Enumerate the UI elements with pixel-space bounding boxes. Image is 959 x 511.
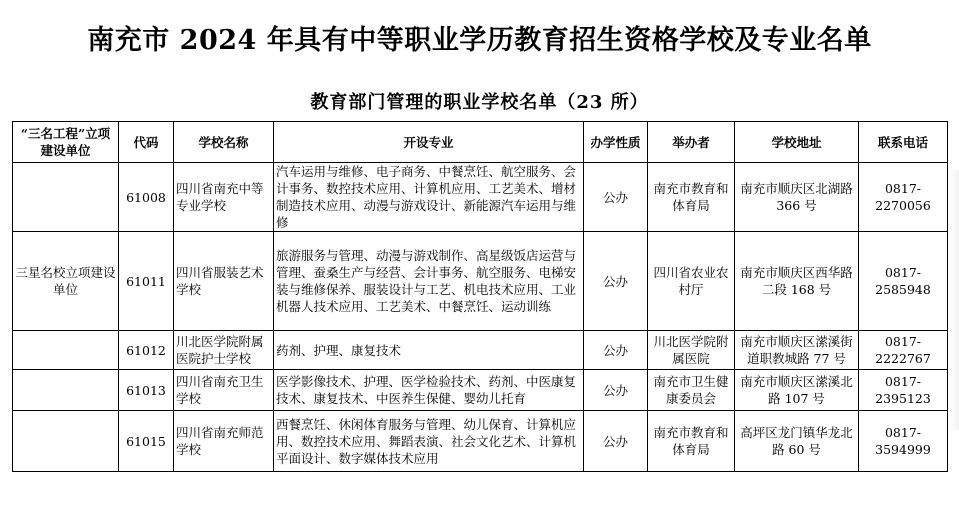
cell-majors: 西餐烹饪、休闲体育服务与管理、幼儿保育、计算机应用、数控技术应用、舞蹈表演、社会文化艺术、计算机平面设计、数字媒体技术应用: [274, 411, 584, 472]
cell-school: 四川省南充卫生学校: [174, 370, 274, 411]
cell-majors: 旅游服务与管理、动漫与游戏制作、高星级饭店运营与管理、蚕桑生产与经营、会计事务、航空服务、电梯安装与维修保养、服装设计与工艺、机电技术应用、工业机器人技术应用、工艺美术、中餐烹饪、运动训练: [274, 232, 584, 331]
table-header-row: [13, 122, 948, 163]
cell-code: 61011: [119, 232, 174, 331]
cell-unit: [13, 163, 119, 232]
cell-organizer: 南充市教育和体育局: [648, 411, 735, 472]
cell-address: 南充市顺庆区潆溪北路 107 号: [735, 370, 859, 411]
cell-code: 61008: [119, 163, 174, 232]
header-phone: 联系电话: [859, 122, 948, 163]
cell-address: 高坪区龙门镇华龙北路 60 号: [735, 411, 859, 472]
cell-organizer: 南充市教育和体育局: [648, 163, 735, 232]
table-row: [13, 370, 948, 411]
cell-organizer: 川北医学院附属医院: [648, 331, 735, 370]
table-row: [13, 232, 948, 331]
cell-organizer: 四川省农业农村厅: [648, 232, 735, 331]
table-row: [13, 411, 948, 472]
cell-address: 南充市顺庆区北湖路 366 号: [735, 163, 859, 232]
cell-school: 川北医学院附属医院护士学校: [174, 331, 274, 370]
header-majors: 开设专业: [274, 122, 584, 163]
cell-majors: 汽车运用与维修、电子商务、中餐烹饪、航空服务、会计事务、数控技术应用、计算机应用、工艺美术、增材制造技术应用、动漫与游戏设计、新能源汽车运用与维修: [274, 163, 584, 232]
header-nature: 办学性质: [584, 122, 648, 163]
cell-code: 61013: [119, 370, 174, 411]
cell-unit: [13, 331, 119, 370]
document-title: 南充市 2024 年具有中等职业学历教育招生资格学校及专业名单: [87, 25, 872, 56]
cell-phone: 0817-2585948: [859, 232, 948, 331]
cell-unit: 三星名校立项建设单位: [13, 232, 119, 331]
cell-nature: 公办: [584, 163, 648, 232]
header-unit: “三名工程”立项建设单位: [13, 122, 119, 163]
header-address: 学校地址: [735, 122, 859, 163]
cell-unit: [13, 411, 119, 472]
cell-organizer: 南充市卫生健康委员会: [648, 370, 735, 411]
cell-nature: 公办: [584, 370, 648, 411]
cell-nature: 公办: [584, 331, 648, 370]
cell-majors: 药剂、护理、康复技术: [274, 331, 584, 370]
cell-phone: 0817-3594999: [859, 411, 948, 472]
table-row: [13, 163, 948, 232]
cell-nature: 公办: [584, 232, 648, 331]
header-code: 代码: [119, 122, 174, 163]
header-school: 学校名称: [174, 122, 274, 163]
cell-majors: 医学影像技术、护理、医学检验技术、药剂、中医康复技术、康复技术、中医养生保健、婴幼儿托育: [274, 370, 584, 411]
cell-phone: 0817-2395123: [859, 370, 948, 411]
cell-code: 61012: [119, 331, 174, 370]
cell-school: 四川省南充中等专业学校: [174, 163, 274, 232]
cell-school: 四川省服装艺术学校: [174, 232, 274, 331]
schools-table: [12, 121, 948, 472]
header-organizer: 举办者: [648, 122, 735, 163]
table-subtitle: 教育部门管理的职业学校名单（23 所）: [310, 92, 649, 113]
page-edge-shadow: [950, 170, 959, 430]
cell-phone: 0817-2222767: [859, 331, 948, 370]
cell-unit: [13, 370, 119, 411]
cell-nature: 公办: [584, 411, 648, 472]
cell-code: 61015: [119, 411, 174, 472]
cell-address: 南充市顺庆区潆溪街道职教城路 77 号: [735, 331, 859, 370]
cell-school: 四川省南充师范学校: [174, 411, 274, 472]
cell-phone: 0817-2270056: [859, 163, 948, 232]
table-row: [13, 331, 948, 370]
cell-address: 南充市顺庆区西华路二段 168 号: [735, 232, 859, 331]
